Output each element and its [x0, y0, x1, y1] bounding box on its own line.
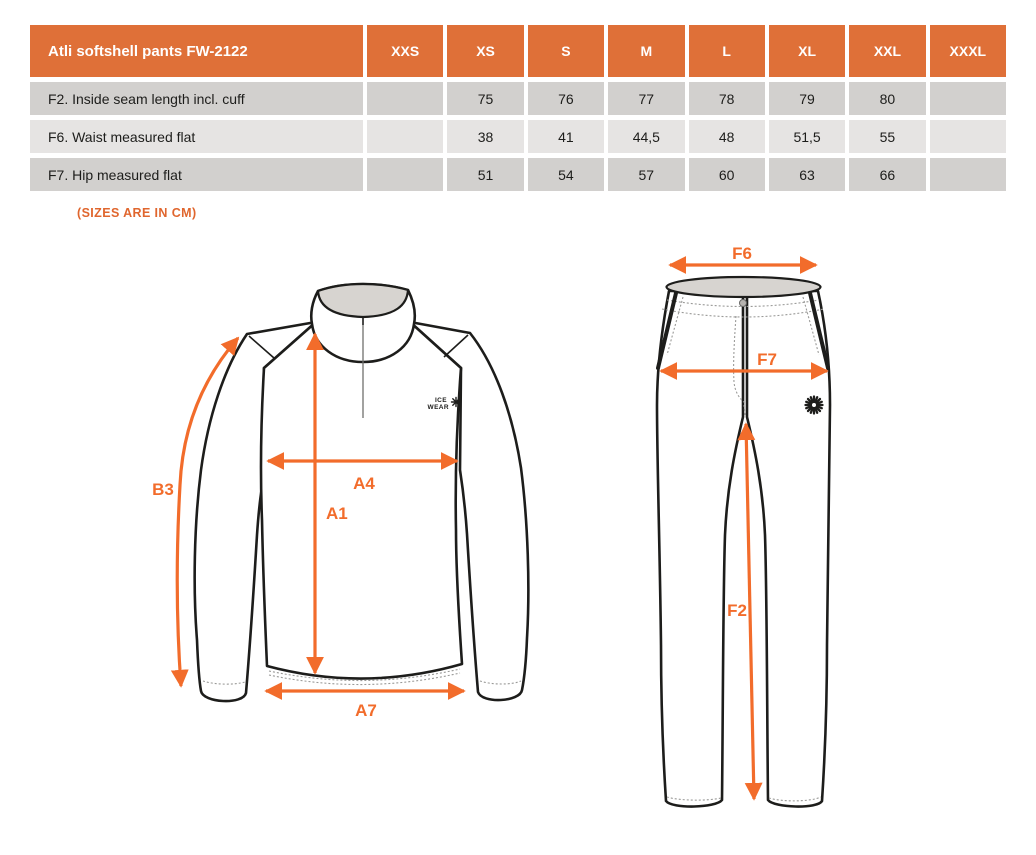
b3-label: B3 [152, 480, 174, 499]
shirt-body [261, 322, 462, 679]
size-header-s: S [528, 25, 604, 77]
value-cell [367, 120, 443, 153]
size-header-xs: XS [447, 25, 523, 77]
shirt-drawing [152, 284, 528, 720]
value-cell: 63 [769, 158, 845, 191]
value-cell: 51 [447, 158, 523, 191]
row-label-f6: F6. Waist measured flat [30, 120, 363, 153]
value-cell: 48 [689, 120, 765, 153]
value-cell: 57 [608, 158, 684, 191]
value-cell [930, 82, 1006, 115]
value-cell: 41 [528, 120, 604, 153]
a4-label: A4 [353, 474, 375, 493]
a1-label: A1 [326, 504, 348, 523]
size-header-xxs: XXS [367, 25, 443, 77]
value-cell: 78 [689, 82, 765, 115]
size-header-xxxl: XXXL [930, 25, 1006, 77]
value-cell: 77 [608, 82, 684, 115]
value-cell: 38 [447, 120, 523, 153]
f2-inseam-arrow [746, 424, 754, 799]
value-cell: 51,5 [769, 120, 845, 153]
size-table [30, 25, 1006, 191]
pants-drawing [657, 244, 830, 807]
f2-label: F2 [727, 601, 747, 620]
value-cell: 60 [689, 158, 765, 191]
value-cell: 75 [447, 82, 523, 115]
value-cell: 76 [528, 82, 604, 115]
table-title: Atli softshell pants FW-2122 [30, 25, 363, 77]
pants-waist-opening [667, 277, 821, 297]
logo-text-ice: ICE [434, 397, 447, 404]
logo-text-wear: WEAR [427, 404, 449, 411]
snowflake-icon [452, 398, 461, 407]
value-cell: 80 [849, 82, 925, 115]
pants-left-leg [657, 291, 743, 807]
value-cell: 44,5 [608, 120, 684, 153]
value-cell: 54 [528, 158, 604, 191]
snowflake-icon [806, 397, 823, 414]
row-label-f2: F2. Inside seam length incl. cuff [30, 82, 363, 115]
measurement-diagrams [0, 235, 1036, 855]
sizes-unit-note: (SIZES ARE IN CM) [77, 206, 197, 220]
size-header-l: L [689, 25, 765, 77]
value-cell: 79 [769, 82, 845, 115]
value-cell: 66 [849, 158, 925, 191]
value-cell [930, 120, 1006, 153]
row-label-f7: F7. Hip measured flat [30, 158, 363, 191]
value-cell [367, 82, 443, 115]
size-header-xxl: XXL [849, 25, 925, 77]
a7-label: A7 [355, 701, 377, 720]
size-header-m: M [608, 25, 684, 77]
value-cell [367, 158, 443, 191]
f6-label: F6 [732, 244, 752, 263]
size-header-xl: XL [769, 25, 845, 77]
value-cell: 55 [849, 120, 925, 153]
value-cell [930, 158, 1006, 191]
waist-button [740, 300, 747, 307]
f7-label: F7 [757, 350, 777, 369]
